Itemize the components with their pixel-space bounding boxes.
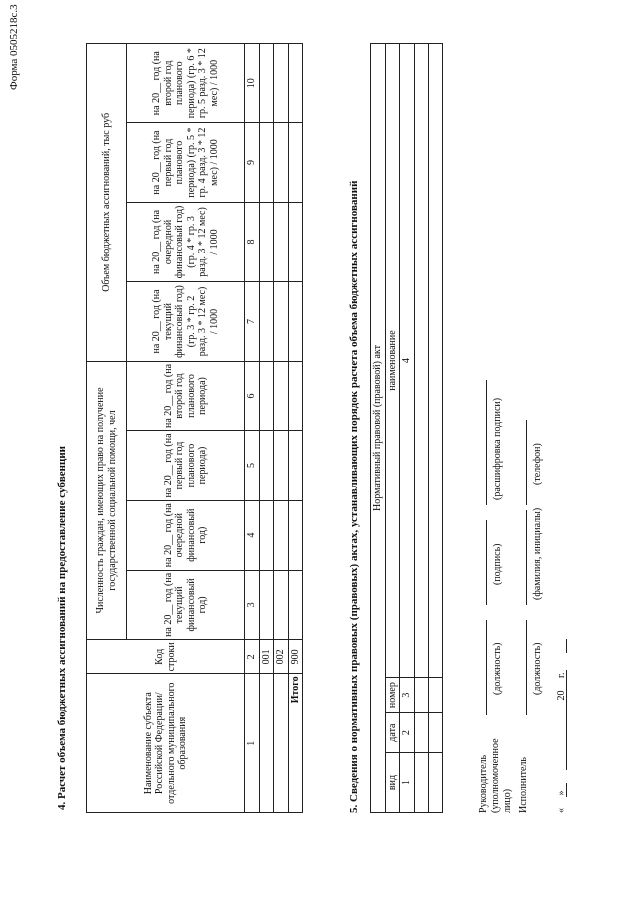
section4-title: 4. Расчет объема бюджетных ассигнований на предоставление субвенции — [56, 446, 68, 810]
section5-group-header: Нормативный правовой (правовой) акт — [371, 44, 386, 813]
exec-label: Исполнитель — [518, 757, 529, 813]
head-label: Руководитель (уполномоченное лицо) — [478, 738, 513, 813]
col-number: 3 — [245, 570, 260, 640]
col-number: 4 — [400, 44, 415, 678]
date-year-line — [566, 639, 567, 653]
col-number: 1 — [245, 674, 260, 813]
volume-group-header: Объем бюджетных ассигнований, тыс руб — [87, 44, 127, 362]
table-row — [428, 44, 442, 813]
exec-position-line — [526, 620, 527, 715]
col-number: 9 — [245, 123, 260, 202]
col-number: 10 — [245, 44, 260, 123]
people-col-2: на 20__ год (на очередной финансовый год) — [127, 500, 245, 570]
volume-col-4: на 20__ год (на второй год планового периода) (гр. 6 * гр. 5 разд. 3 * 12 мес) / 1000 — [127, 44, 245, 123]
row-name-cell — [259, 674, 274, 813]
row-code: 001 — [259, 640, 274, 674]
exec-phone-caption: (телефон) — [532, 443, 543, 485]
head-decode-line — [486, 380, 487, 505]
col-name-header: Наименование субъекта Российской Федерации/отдельного муниципального образования — [87, 674, 245, 813]
volume-col-2: на 20__ год (на очередной финансовый год) (гр. 4 * гр. 3 разд. 3 * 12 мес) / 1000 — [127, 202, 245, 282]
table-row — [259, 44, 274, 813]
col-number: 4 — [245, 500, 260, 570]
col-number: 8 — [245, 202, 260, 282]
col-number: 7 — [245, 282, 260, 362]
volume-col-3: на 20__ год (на первый год планового периода) (гр. 5 * гр. 4 разд. 3 * 12 мес) / 1000 — [127, 123, 245, 202]
section5-col-header: номер — [385, 678, 400, 713]
col-number: 2 — [245, 640, 260, 674]
people-col-4: на 20__ год (на второй год планового периода) — [127, 361, 245, 431]
table-row — [414, 44, 428, 813]
section5-title: 5. Сведения о нормативных правовых (правовых) актах, устанавливающих порядок расчета объема бюджетных ассигнований — [348, 180, 360, 813]
total-row — [288, 44, 303, 813]
column-numbers-row — [245, 44, 260, 813]
head-signature-line — [486, 520, 487, 605]
form-code: Форма 0505218с.3 — [8, 4, 20, 90]
date-month-line — [566, 670, 567, 770]
head-position-line — [486, 620, 487, 715]
col-number: 5 — [245, 431, 260, 501]
col-number: 3 — [400, 678, 415, 713]
table-row — [274, 44, 289, 813]
row-code: 002 — [274, 640, 289, 674]
exec-name-line — [526, 510, 527, 605]
head-signature-caption: (подпись) — [492, 543, 503, 585]
col-number: 2 — [400, 713, 415, 753]
volume-col-1: на 20__ год (на текущий финансовый год) (гр. 3 * гр. 2 разд. 3 * 12 мес) / 1000 — [127, 282, 245, 362]
date-day-line — [566, 783, 567, 797]
exec-position-caption: (должность) — [532, 642, 543, 695]
section5-table — [370, 43, 443, 813]
col-code-header: Код строки — [87, 640, 245, 674]
row-name-cell — [274, 674, 289, 813]
people-col-1: на 20__ год (на текущий финансовый год) — [127, 570, 245, 640]
people-col-3: на 20__ год (на первый год планового периода) — [127, 431, 245, 501]
total-code: 900 — [288, 640, 303, 674]
section5-col-header: наименование — [385, 44, 400, 678]
col-number: 6 — [245, 361, 260, 431]
people-group-header: Численность граждан, имеющих право на получение государственной социальной помощи, чел — [87, 361, 127, 640]
head-decode-caption: (расшифровка подписи) — [492, 397, 503, 500]
exec-phone-line — [526, 420, 527, 505]
col-number: 1 — [400, 753, 415, 813]
section5-col-header: вид — [385, 753, 400, 813]
total-label: Итого — [288, 674, 303, 813]
section5-col-header: дата — [385, 713, 400, 753]
date-line: « » 20 г. — [556, 672, 567, 813]
exec-name-caption: (фамилия, инициалы) — [532, 507, 543, 600]
section4-table — [86, 43, 303, 813]
head-position-caption: (должность) — [492, 642, 503, 695]
